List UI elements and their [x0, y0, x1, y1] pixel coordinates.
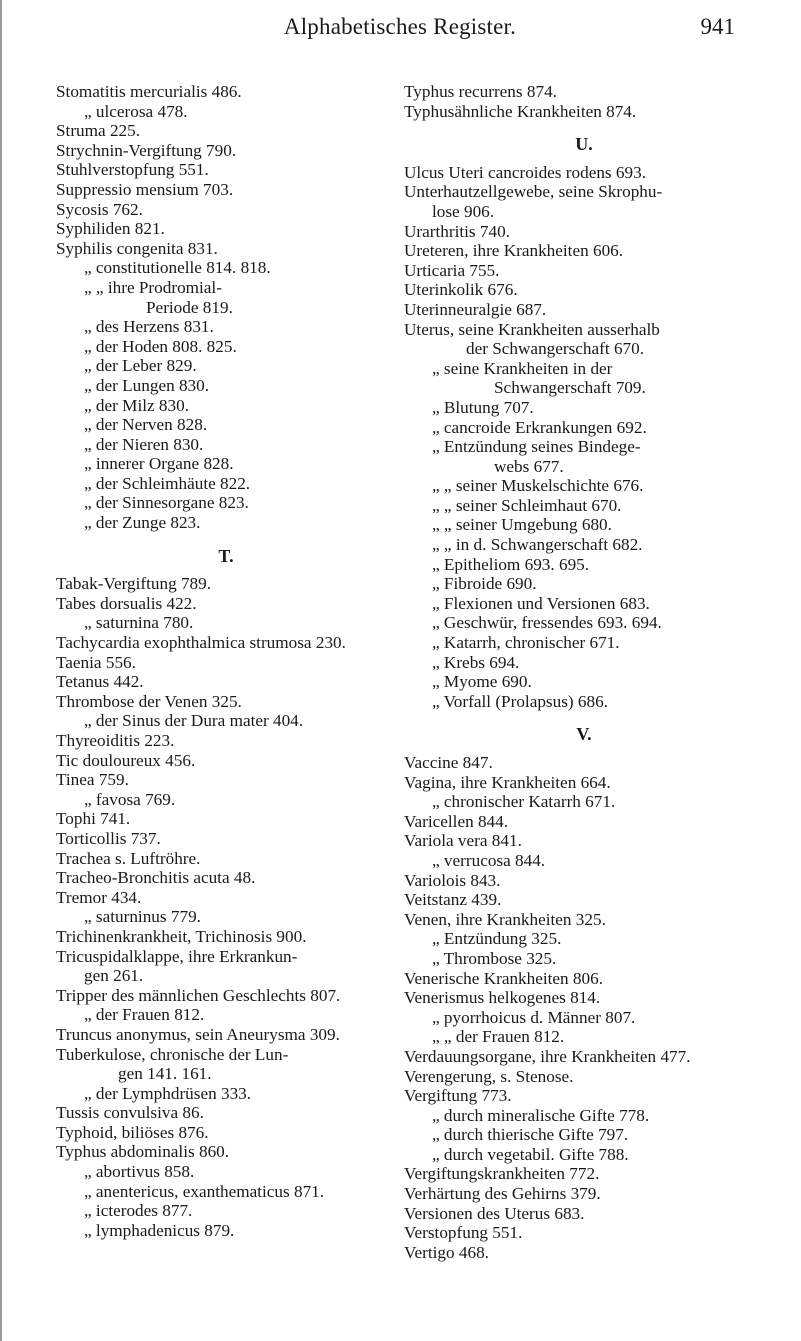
entry-text: „ innerer Organe 828. — [84, 454, 234, 474]
entry-text: Venen, ihre Krankheiten 325. — [404, 909, 606, 929]
index-entry — [404, 102, 764, 122]
index-entry — [404, 261, 764, 281]
index-subentry — [404, 1008, 764, 1028]
index-entry — [404, 910, 764, 930]
entry-text: „ der Frauen 812. — [84, 1005, 205, 1025]
entry-text: Vertigo 468. — [404, 1242, 489, 1262]
entry-text: „ der Nerven 828. — [84, 415, 208, 435]
index-subentry — [56, 790, 396, 810]
page-header — [0, 14, 801, 44]
entry-text: Vaccine 847. — [404, 753, 493, 772]
entry-text: Suppressio mensium 703. — [56, 179, 234, 199]
entry-text: Varicellen 844. — [404, 811, 509, 831]
entry-text: „ der Leber 829. — [84, 356, 197, 376]
entry-text: Verhärtung des Gehirns 379. — [404, 1184, 601, 1204]
index-entry — [56, 672, 396, 692]
entry-text: „ favosa 769. — [84, 789, 176, 809]
entry-continuation: webs 677. — [494, 456, 564, 476]
entry-text: Thyreoiditis 223. — [56, 731, 175, 750]
index-entry — [404, 182, 764, 221]
index-subentry — [56, 258, 396, 278]
section-letter-heading: V. — [576, 724, 592, 745]
entry-text: „ Blutung 707. — [432, 397, 534, 417]
entry-text: Truncus anonymus, sein Aneurysma 309. — [56, 1024, 340, 1044]
index-subentry — [404, 515, 764, 535]
index-entry — [404, 280, 764, 300]
index-subentry — [56, 1182, 396, 1202]
entry-text: „ der Sinnesorgane 823. — [84, 493, 249, 513]
index-subentry — [404, 398, 764, 418]
entry-text: Typhus abdominalis 860. — [56, 1142, 230, 1162]
index-subentry — [404, 594, 764, 614]
index-subentry — [56, 435, 396, 455]
entry-text: Typhoid, biliöses 876. — [56, 1122, 209, 1142]
entry-text: „ seine Krankheiten in der — [432, 358, 613, 378]
entry-text: „ Katarrh, chronischer 671. — [432, 633, 620, 653]
index-entry — [404, 890, 764, 910]
entry-text: „ der Lungen 830. — [84, 375, 210, 395]
index-subentry — [56, 454, 396, 474]
entry-text: Struma 225. — [56, 121, 141, 141]
entry-text: Urarthritis 740. — [404, 221, 510, 241]
index-entry — [404, 753, 764, 773]
index-entry — [56, 180, 396, 200]
entry-text: „ „ ihre Prodromial- — [84, 277, 222, 297]
index-subentry — [56, 1084, 396, 1104]
index-subentry — [404, 476, 764, 496]
entry-text: Uterus, seine Krankheiten ausserhalb — [404, 319, 660, 339]
entry-text: Ulcus Uteri cancroides rodens 693. — [404, 162, 646, 182]
entry-text: „ der Hoden 808. 825. — [84, 336, 237, 356]
entry-text: Syphiliden 821. — [56, 219, 165, 239]
entry-text: „ Entzündung seines Bindege- — [432, 437, 641, 457]
index-subentry — [56, 415, 396, 435]
index-subentry — [56, 356, 396, 376]
entry-text: Ureteren, ihre Krankheiten 606. — [404, 241, 624, 261]
index-entry — [56, 731, 396, 751]
index-subentry — [56, 1162, 396, 1182]
entry-text: Typhus recurrens 874. — [404, 82, 557, 101]
index-subentry — [404, 418, 764, 438]
index-entry — [404, 241, 764, 261]
entry-text: „ ulcerosa 478. — [84, 101, 188, 121]
index-entry — [404, 163, 764, 183]
index-entry — [56, 219, 396, 239]
index-subentry — [56, 711, 396, 731]
index-entry — [404, 300, 764, 320]
index-subentry — [56, 513, 396, 533]
index-entry — [404, 320, 764, 359]
entry-text: „ abortivus 858. — [84, 1162, 195, 1182]
index-entry — [56, 82, 396, 102]
index-subentry — [404, 1145, 764, 1165]
entry-text: „ Fibroide 690. — [432, 574, 537, 594]
index-entry — [56, 888, 396, 908]
entry-text: „ „ seiner Schleimhaut 670. — [432, 495, 622, 515]
index-subentry — [56, 396, 396, 416]
entry-text: Unterhautzellgewebe, seine Skrophu- — [404, 182, 663, 202]
index-entry — [56, 868, 396, 888]
entry-text: „ Krebs 694. — [432, 652, 520, 672]
index-subentry — [404, 574, 764, 594]
index-subentry — [404, 1106, 764, 1126]
index-subentry — [404, 1027, 764, 1047]
entry-text: Thrombose der Venen 325. — [56, 691, 242, 711]
entry-text: „ der Lymphdrüsen 333. — [84, 1083, 252, 1103]
index-subentry — [404, 1125, 764, 1145]
entry-continuation: Schwangerschaft 709. — [494, 378, 646, 398]
index-subentry — [56, 907, 396, 927]
index-entry — [404, 1086, 764, 1106]
index-entry — [404, 812, 764, 832]
index-entry — [404, 1204, 764, 1224]
index-entry — [404, 1164, 764, 1184]
entry-text: „ Geschwür, fressendes 693. 694. — [432, 613, 662, 633]
index-entry — [56, 829, 396, 849]
entry-text: „ der Nieren 830. — [84, 434, 204, 454]
entry-text: Vagina, ihre Krankheiten 664. — [404, 772, 611, 792]
entry-text: Tricuspidalklappe, ihre Erkrankun- — [56, 946, 298, 966]
entry-text: „ saturnina 780. — [84, 613, 194, 633]
index-entry — [56, 1025, 396, 1045]
index-subentry — [404, 692, 764, 712]
entry-text: Tachycardia exophthalmica strumosa 230. — [56, 633, 346, 653]
page-number: 941 — [700, 14, 735, 39]
entry-text: „ durch mineralische Gifte 778. — [432, 1105, 650, 1125]
index-subentry — [404, 929, 764, 949]
entry-text: „ saturninus 779. — [84, 907, 201, 927]
index-entry — [56, 692, 396, 712]
entry-text: „ „ in d. Schwangerschaft 682. — [432, 535, 643, 555]
index-subentry — [404, 672, 764, 692]
entry-text: Veitstanz 439. — [404, 890, 502, 910]
index-entry — [56, 1123, 396, 1143]
entry-text: „ Flexionen und Versionen 683. — [432, 593, 650, 613]
entry-text: „ pyorrhoicus d. Männer 807. — [432, 1007, 636, 1027]
entry-text: Uterinneuralgie 687. — [404, 299, 547, 319]
entry-text: Strychnin-Vergiftung 790. — [56, 140, 237, 160]
entry-text: Verstopfung 551. — [404, 1223, 523, 1243]
index-column-left — [56, 82, 396, 1240]
entry-text: Tetanus 442. — [56, 672, 144, 692]
index-subentry — [404, 555, 764, 575]
index-entry — [404, 1047, 764, 1067]
index-column-right — [404, 82, 764, 1262]
index-entry — [56, 927, 396, 947]
index-entry — [56, 947, 396, 986]
entry-text: „ des Herzens 831. — [84, 317, 214, 337]
entry-text: „ der Zunge 823. — [84, 513, 201, 533]
entry-text: Taenia 556. — [56, 652, 136, 672]
index-subentry — [404, 633, 764, 653]
index-subentry — [404, 496, 764, 516]
index-subentry — [404, 535, 764, 555]
index-entry — [404, 831, 764, 851]
entry-text: Urticaria 755. — [404, 260, 500, 280]
entry-text: „ „ seiner Muskelschichte 676. — [432, 476, 644, 496]
entry-text: Tripper des männlichen Geschlechts 807. — [56, 985, 341, 1005]
entry-text: „ der Milz 830. — [84, 395, 190, 415]
page-edge-shadow — [0, 0, 2, 1341]
index-subentry — [404, 792, 764, 812]
entry-text: Tracheo-Bronchitis acuta 48. — [56, 868, 256, 888]
index-entry — [404, 82, 764, 102]
entry-text: Trachea s. Luftröhre. — [56, 848, 201, 868]
index-entry — [56, 770, 396, 790]
entry-text: „ icterodes 877. — [84, 1201, 193, 1221]
entry-text: Venerismus helkogenes 814. — [404, 988, 601, 1008]
entry-continuation: Periode 819. — [146, 297, 233, 317]
entry-text: „ lymphadenicus 879. — [84, 1220, 235, 1240]
index-entry — [56, 594, 396, 614]
entry-text: Torticollis 737. — [56, 828, 161, 848]
index-subentry — [404, 949, 764, 969]
index-subentry — [56, 1201, 396, 1221]
entry-continuation: lose 906. — [432, 201, 495, 221]
index-subentry — [404, 613, 764, 633]
index-entry — [56, 1045, 396, 1084]
entry-text: „ cancroide Erkrankungen 692. — [432, 417, 647, 437]
entry-text: „ durch thierische Gifte 797. — [432, 1125, 629, 1145]
index-entry — [404, 969, 764, 989]
index-entry — [56, 633, 396, 653]
entry-continuation: gen 141. 161. — [118, 1064, 212, 1084]
entry-text: Verdauungsorgane, ihre Krankheiten 477. — [404, 1046, 691, 1066]
index-entry — [404, 222, 764, 242]
entry-text: Stomatitis mercurialis 486. — [56, 82, 242, 101]
entry-text: „ „ seiner Umgebung 680. — [432, 515, 612, 535]
entry-text: „ durch vegetabil. Gifte 788. — [432, 1144, 629, 1164]
index-entry — [404, 773, 764, 793]
entry-text: „ chronischer Katarrh 671. — [432, 792, 616, 812]
entry-text: Stuhlverstopfung 551. — [56, 160, 209, 180]
entry-text: Tremor 434. — [56, 887, 142, 907]
entry-text: Verengerung, s. Stenose. — [404, 1066, 574, 1086]
index-entry — [56, 809, 396, 829]
entry-text: Variola vera 841. — [404, 831, 522, 851]
entry-text: Tabes dorsualis 422. — [56, 593, 197, 613]
index-entry — [56, 574, 396, 594]
index-entry — [56, 160, 396, 180]
entry-text: Tophi 741. — [56, 809, 131, 829]
entry-text: Syphilis congenita 831. — [56, 238, 218, 258]
index-entry — [404, 1243, 764, 1263]
index-entry — [56, 849, 396, 869]
entry-text: Tabak-Vergiftung 789. — [56, 574, 212, 594]
index-entry — [404, 988, 764, 1008]
entry-text: Typhusähnliche Krankheiten 874. — [404, 101, 637, 121]
entry-text: Venerische Krankheiten 806. — [404, 968, 604, 988]
entry-text: Tinea 759. — [56, 770, 129, 790]
index-subentry — [404, 359, 764, 398]
entry-text: „ Entzündung 325. — [432, 929, 562, 949]
index-entry — [56, 986, 396, 1006]
section-letter-heading: T. — [218, 545, 234, 566]
index-subentry — [56, 102, 396, 122]
entry-text: Variolois 843. — [404, 870, 501, 890]
entry-text: „ Thrombose 325. — [432, 948, 557, 968]
entry-text: „ der Schleimhäute 822. — [84, 473, 251, 493]
entry-continuation: der Schwangerschaft 670. — [466, 339, 645, 359]
entry-text: Tussis convulsiva 86. — [56, 1103, 204, 1123]
index-subentry — [404, 437, 764, 476]
index-subentry — [56, 376, 396, 396]
index-entry — [404, 1223, 764, 1243]
entry-text: Trichinenkrankheit, Trichinosis 900. — [56, 926, 307, 946]
index-entry — [56, 1142, 396, 1162]
entry-text: „ anentericus, exanthematicus 871. — [84, 1181, 325, 1201]
index-subentry — [404, 653, 764, 673]
index-entry — [404, 871, 764, 891]
entry-text: „ der Sinus der Dura mater 404. — [84, 711, 304, 731]
entry-continuation: gen 261. — [84, 966, 144, 986]
index-entry — [56, 239, 396, 259]
running-title: Alphabetisches Register. — [283, 14, 517, 39]
entry-text: Tuberkulose, chronische der Lun- — [56, 1044, 289, 1064]
entry-text: „ Epitheliom 693. 695. — [432, 554, 590, 574]
index-subentry — [56, 1005, 396, 1025]
index-subentry — [56, 337, 396, 357]
index-entry — [404, 1067, 764, 1087]
entry-text: „ Myome 690. — [432, 672, 532, 692]
entry-text: Uterinkolik 676. — [404, 280, 518, 300]
entry-text: „ Vorfall (Prolapsus) 686. — [432, 691, 608, 711]
section-letter-heading: U. — [575, 134, 593, 155]
entry-text: Vergiftungskrankheiten 772. — [404, 1164, 600, 1184]
index-subentry — [404, 851, 764, 871]
index-subentry — [56, 278, 396, 317]
index-entry — [56, 141, 396, 161]
index-subentry — [56, 1221, 396, 1241]
index-entry — [56, 653, 396, 673]
index-entry — [404, 1184, 764, 1204]
index-subentry — [56, 493, 396, 513]
entry-text: Sycosis 762. — [56, 199, 143, 219]
entry-text: „ verrucosa 844. — [432, 850, 546, 870]
index-entry — [56, 121, 396, 141]
index-entry — [56, 200, 396, 220]
index-subentry — [56, 613, 396, 633]
index-subentry — [56, 474, 396, 494]
index-subentry — [56, 317, 396, 337]
entry-text: Vergiftung 773. — [404, 1086, 512, 1106]
index-entry — [56, 751, 396, 771]
entry-text: „ „ der Frauen 812. — [432, 1027, 565, 1047]
index-entry — [56, 1103, 396, 1123]
entry-text: Versionen des Uterus 683. — [404, 1203, 585, 1223]
entry-text: Tic douloureux 456. — [56, 750, 196, 770]
entry-text: „ constitutionelle 814. 818. — [84, 258, 271, 278]
